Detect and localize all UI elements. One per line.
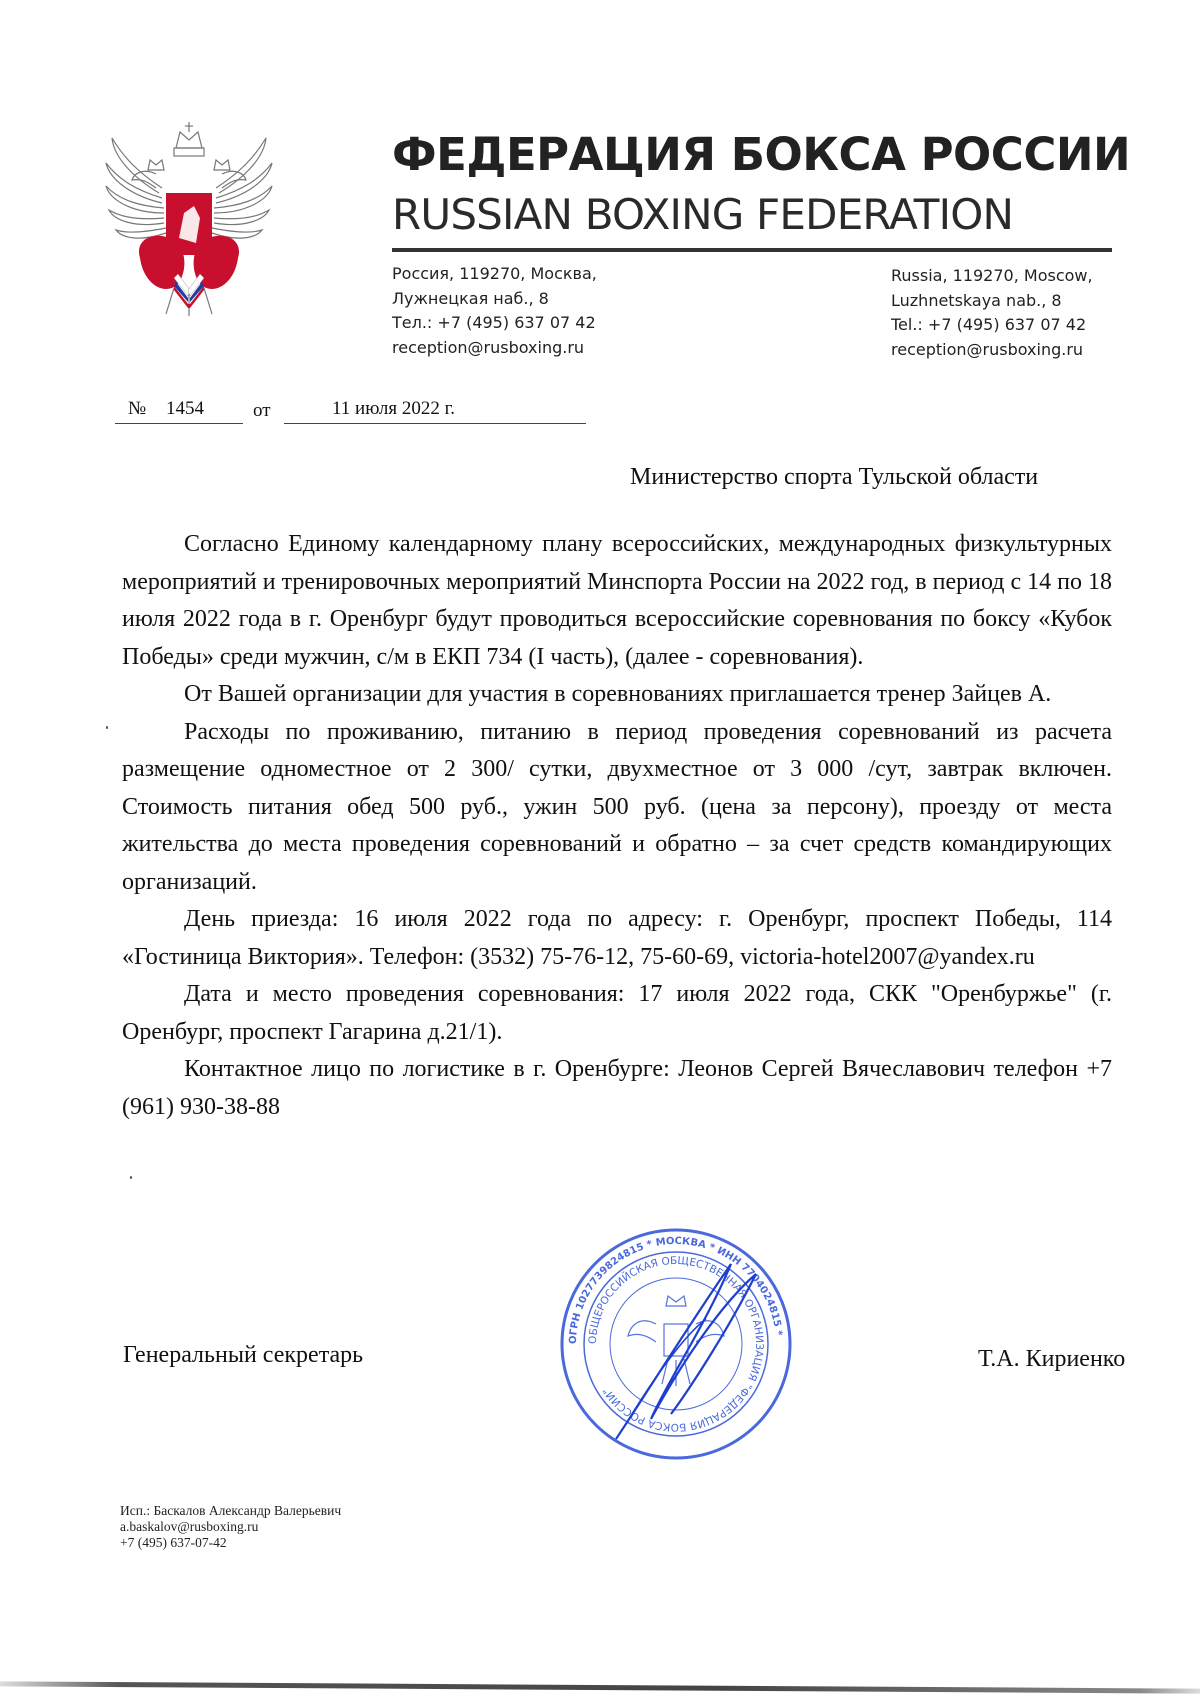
stamp-outer-text: ОГРН 1027739824815 * МОСКВА * ИНН 7704024815 * (567, 1235, 784, 1345)
executor-block (120, 1503, 341, 1551)
body-paragraph: От Вашей организации для участия в соревнованиях приглашается тренер Зайцев А. (184, 681, 1052, 707)
address-ru (392, 262, 597, 360)
signatory-name: Т.А. Кириенко (978, 1346, 1126, 1372)
body-paragraph: Дата и место проведения соревнования: 17 июля 2022 года, СКК "Оренбуржье" (г. Оренбург, проспект Гагарина д.21/1). (122, 981, 1112, 1045)
addressee: Министерство спорта Тульской области (630, 464, 1039, 490)
reference-number-underline (115, 423, 243, 424)
address-en (891, 264, 1093, 362)
address-ru-line: Россия, 119270, Москва, (392, 264, 597, 283)
letter-body (122, 526, 1112, 1126)
executor-email: a.baskalov@rusboxing.ru (120, 1519, 259, 1534)
body-paragraph: Расходы по проживанию, питанию в период проведения соревнований из расчета размещение одноместное от 2 300/ сутки, двухместное от 3 000 /сут, завтрак включен. Стоимость питания обед 500 руб., ужин 500 руб. (цена за персону), проезду от места жительства до места проведения соревнований и обратно – за счет средств командирующих организаций. (122, 718, 1112, 895)
letterhead-divider (392, 248, 1112, 252)
org-name-ru: ФЕДЕРАЦИЯ БОКСА РОССИИ (392, 128, 1131, 181)
address-ru-line: Лужнецкая наб., 8 (392, 288, 549, 308)
reference-date-label: от (253, 400, 271, 421)
email-ru: reception@rusboxing.ru (392, 337, 585, 357)
reference-number: 1454 (166, 398, 204, 419)
address-en-line: Luzhnetskaya nab., 8 (891, 290, 1062, 310)
scan-speck (106, 726, 108, 729)
official-stamp-icon (556, 1224, 796, 1464)
reference-date: 11 июля 2022 г. (332, 398, 456, 419)
scan-speck (130, 1176, 132, 1179)
email-en: reception@rusboxing.ru (891, 339, 1084, 359)
federation-emblem-icon (104, 118, 274, 318)
body-paragraph: День приезда: 16 июля 2022 года по адресу: г. Оренбург, проспект Победы, 114 «Гостиница Виктория». Телефон: (3532) 75-76-12, 75-60-69, victoria-hotel2007@yandex.ru (122, 906, 1112, 970)
executor-name: Исп.: Баскалов Александр Валерьевич (120, 1503, 342, 1518)
reference-date-underline (284, 423, 586, 424)
reference-number-label: № (128, 398, 147, 419)
body-paragraph: Согласно Единому календарному плану всероссийских, международных физкультурных мероприятий и тренировочных мероприятий Минспорта России на 2022 год, в период с 14 по 18 июля 2022 года в г. Оренбург будут проводиться всероссийские соревнования по боксу «Кубок Победы» среди мужчин, с/м в ЕКП 734 (I часть), (далее - соревнования). (122, 531, 1112, 670)
stamp-inner-text: ОБЩЕРОССИЙСКАЯ ОБЩЕСТВЕННАЯ ОРГАНИЗАЦИЯ "ФЕДЕРАЦИЯ БОКСА РОССИИ" (586, 1254, 766, 1434)
phone-en: Tel.: +7 (495) 637 07 42 (891, 315, 1087, 334)
phone-ru: Тел.: +7 (495) 637 07 42 (392, 313, 596, 332)
body-paragraph: Контактное лицо по логистике в г. Оренбурге: Леонов Сергей Вячеславович телефон +7 (961) 930-38-88 (122, 1056, 1112, 1120)
org-name-en: RUSSIAN BOXING FEDERATION (392, 190, 1014, 239)
executor-phone: +7 (495) 637-07-42 (120, 1535, 227, 1550)
address-en-line: Russia, 119270, Moscow, (891, 266, 1093, 285)
signatory-title: Генеральный секретарь (123, 1342, 364, 1368)
scan-page-edge (0, 1681, 1200, 1693)
